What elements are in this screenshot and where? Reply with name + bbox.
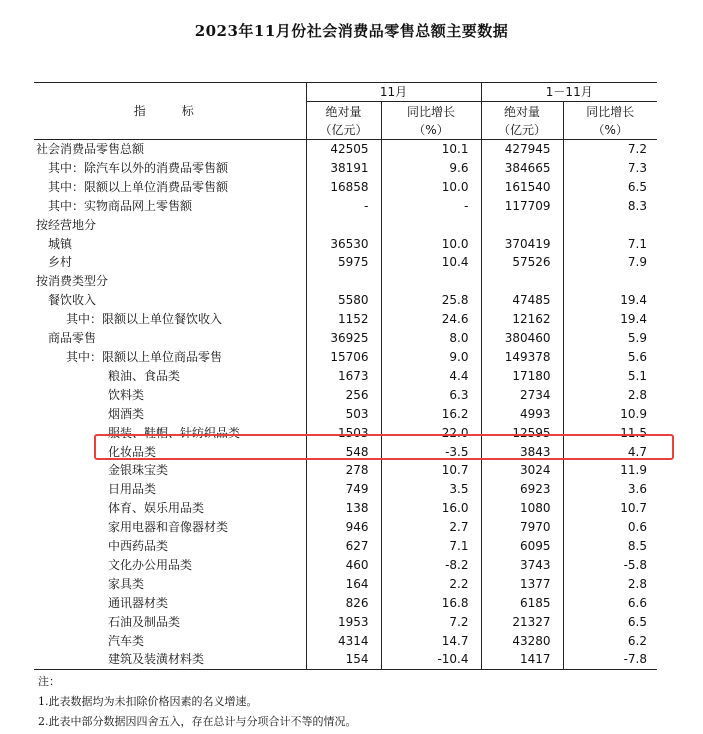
ytd-yoy-cell: -5.8 [563, 556, 657, 575]
nov-absolute-cell: 946 [306, 518, 381, 537]
table-row [34, 461, 657, 480]
table-row [34, 197, 657, 216]
ytd-yoy-cell: -7.8 [563, 650, 657, 669]
row-label: 家具类 [108, 576, 145, 591]
nov-yoy-cell: 9.6 [381, 159, 481, 178]
ytd-yoy-cell: 11.9 [563, 461, 657, 480]
nov-absolute-cell: 256 [306, 386, 381, 405]
table-row [34, 575, 657, 594]
row-label: 其中：实物商品网上零售额 [48, 198, 193, 213]
nov-absolute-cell: 749 [306, 480, 381, 499]
ytd-absolute-cell: 1377 [481, 575, 563, 594]
ytd-absolute-cell: 117709 [481, 197, 563, 216]
table-row [34, 499, 657, 518]
ytd-yoy-cell: 4.7 [563, 443, 657, 462]
row-label: 建筑及装潢材料类 [34, 650, 306, 669]
ytd-yoy-cell [563, 272, 657, 291]
ytd-yoy-cell: 2.8 [563, 386, 657, 405]
nov-yoy-cell: 10.1 [381, 140, 481, 159]
nov-yoy-cell: 22.0 [381, 424, 481, 443]
ytd-absolute-cell: 161540 [481, 178, 563, 197]
nov-yoy-cell: -3.5 [381, 443, 481, 462]
nov-absolute-cell: 5580 [306, 291, 381, 310]
period-header-jan-nov: 1－11月 [481, 83, 657, 102]
ytd-yoy-cell: 11.5 [563, 424, 657, 443]
ytd-yoy-cell: 6.5 [563, 613, 657, 632]
retail-sales-table [34, 82, 657, 670]
nov-absolute-header: 绝对量 （亿元） [306, 102, 381, 140]
page-title: 2023年11月份社会消费品零售总额主要数据 [194, 22, 509, 40]
nov-absolute-cell: 154 [306, 650, 381, 669]
nov-absolute-cell: 1503 [306, 424, 381, 443]
nov-yoy-cell [381, 272, 481, 291]
ytd-yoy-cell: 6.5 [563, 178, 657, 197]
table-row [34, 594, 657, 613]
row-label: 体育、娱乐用品类 [108, 501, 205, 516]
notes-heading: 注： [38, 675, 60, 688]
row-label: 饮料类 [108, 387, 145, 402]
ytd-absolute-cell: 12595 [481, 424, 563, 443]
table-row [34, 159, 657, 178]
row-label: 其中：除汽车以外的消费品零售额 [48, 160, 229, 175]
ytd-absolute-cell: 6923 [481, 480, 563, 499]
nov-yoy-cell: 24.6 [381, 310, 481, 329]
nov-yoy-cell: 2.7 [381, 518, 481, 537]
ytd-yoy-cell: 10.7 [563, 499, 657, 518]
ytd-yoy-cell: 10.9 [563, 405, 657, 424]
nov-absolute-cell [306, 216, 381, 235]
ytd-absolute-cell: 43280 [481, 632, 563, 651]
ytd-yoy-cell: 19.4 [563, 291, 657, 310]
ytd-absolute-cell: 12162 [481, 310, 563, 329]
ytd-absolute-cell: 17180 [481, 367, 563, 386]
row-label: 日用品类 [108, 482, 157, 497]
row-label: 商品零售 [48, 331, 97, 346]
ytd-absolute-cell: 4993 [481, 405, 563, 424]
nov-yoy-cell: 14.7 [381, 632, 481, 651]
table-notes [38, 672, 357, 732]
table-row [34, 329, 657, 348]
nov-absolute-cell: 548 [306, 443, 381, 462]
row-label: 按消费类型分 [36, 274, 109, 289]
ytd-yoy-cell: 7.9 [563, 253, 657, 272]
ytd-absolute-header: 绝对量 （亿元） [481, 102, 563, 140]
nov-absolute-cell: 503 [306, 405, 381, 424]
nov-yoy-cell: 25.8 [381, 291, 481, 310]
indicator-header: 指 标 [34, 83, 306, 140]
ytd-yoy-cell: 7.2 [563, 140, 657, 159]
ytd-yoy-cell: 5.6 [563, 348, 657, 367]
row-label: 金银珠宝类 [108, 463, 169, 478]
nov-absolute-cell: 627 [306, 537, 381, 556]
table-row [34, 480, 657, 499]
ytd-absolute-cell: 427945 [481, 140, 563, 159]
nov-absolute-cell: - [306, 197, 381, 216]
nov-yoy-cell: -8.2 [381, 556, 481, 575]
table-row [34, 367, 657, 386]
ytd-absolute-cell: 47485 [481, 291, 563, 310]
nov-absolute-cell: 5975 [306, 253, 381, 272]
row-label: 社会消费品零售总额 [34, 140, 306, 159]
nov-absolute-cell: 278 [306, 461, 381, 480]
ytd-absolute-cell [481, 272, 563, 291]
ytd-yoy-cell: 2.8 [563, 575, 657, 594]
table-row [34, 140, 657, 159]
nov-yoy-cell: 16.0 [381, 499, 481, 518]
nov-yoy-cell: 8.0 [381, 329, 481, 348]
note-line-1: 1.此表数据均为未扣除价格因素的名义增速。 [38, 695, 258, 708]
ytd-absolute-cell: 21327 [481, 613, 563, 632]
nov-yoy-cell: 2.2 [381, 575, 481, 594]
nov-absolute-cell: 138 [306, 499, 381, 518]
ytd-absolute-cell: 6095 [481, 537, 563, 556]
ytd-absolute-cell [481, 216, 563, 235]
table-row [34, 613, 657, 632]
table-row [34, 556, 657, 575]
table-row [34, 650, 657, 669]
nov-yoy-header: 同比增长 （%） [381, 102, 481, 140]
ytd-absolute-cell: 3843 [481, 443, 563, 462]
nov-absolute-cell: 36925 [306, 329, 381, 348]
ytd-absolute-cell: 6185 [481, 594, 563, 613]
nov-yoy-cell: 16.8 [381, 594, 481, 613]
nov-yoy-cell: 7.2 [381, 613, 481, 632]
nov-yoy-cell: 6.3 [381, 386, 481, 405]
table-row [34, 253, 657, 272]
table-row [34, 272, 657, 291]
nov-absolute-cell: 4314 [306, 632, 381, 651]
nov-yoy-cell: 10.4 [381, 253, 481, 272]
row-label: 化妆品类 [108, 444, 157, 459]
ytd-absolute-cell: 2734 [481, 386, 563, 405]
ytd-yoy-header: 同比增长 （%） [563, 102, 657, 140]
nov-absolute-cell: 36530 [306, 235, 381, 254]
row-label: 石油及制品类 [108, 614, 181, 629]
nov-yoy-cell: 10.7 [381, 461, 481, 480]
row-label: 汽车类 [108, 633, 145, 648]
highlight-box-cosmetics [94, 434, 674, 460]
row-label: 烟酒类 [108, 406, 145, 421]
nov-yoy-cell: 7.1 [381, 537, 481, 556]
nov-absolute-cell: 1673 [306, 367, 381, 386]
ytd-yoy-cell: 5.1 [563, 367, 657, 386]
row-label: 餐饮收入 [48, 293, 97, 308]
table-row [34, 348, 657, 367]
ytd-absolute-cell: 7970 [481, 518, 563, 537]
ytd-absolute-cell: 3743 [481, 556, 563, 575]
row-label: 中西药品类 [108, 539, 169, 554]
nov-yoy-cell: - [381, 197, 481, 216]
ytd-yoy-cell: 8.5 [563, 537, 657, 556]
ytd-absolute-cell: 1080 [481, 499, 563, 518]
ytd-yoy-cell: 0.6 [563, 518, 657, 537]
table-row [34, 235, 657, 254]
row-label: 乡村 [48, 255, 73, 270]
row-label: 服装、鞋帽、针纺织品类 [108, 425, 241, 440]
ytd-absolute-cell: 3024 [481, 461, 563, 480]
nov-absolute-cell: 164 [306, 575, 381, 594]
ytd-yoy-cell: 6.2 [563, 632, 657, 651]
nov-absolute-cell: 460 [306, 556, 381, 575]
ytd-yoy-cell: 7.3 [563, 159, 657, 178]
ytd-yoy-cell: 3.6 [563, 480, 657, 499]
table-row [34, 216, 657, 235]
row-label: 家用电器和音像器材类 [108, 520, 229, 535]
row-label: 通讯器材类 [108, 595, 169, 610]
nov-absolute-cell: 42505 [306, 140, 381, 159]
nov-absolute-cell: 15706 [306, 348, 381, 367]
table-row [34, 405, 657, 424]
ytd-absolute-cell: 1417 [481, 650, 563, 669]
row-label: 其中：限额以上单位商品零售 [66, 349, 223, 364]
nov-yoy-cell [381, 216, 481, 235]
row-label: 其中：限额以上单位消费品零售额 [48, 179, 229, 194]
ytd-absolute-cell: 384665 [481, 159, 563, 178]
ytd-absolute-cell: 370419 [481, 235, 563, 254]
nov-yoy-cell: -10.4 [381, 650, 481, 669]
row-label: 其中：限额以上单位餐饮收入 [66, 312, 223, 327]
ytd-yoy-cell: 7.1 [563, 235, 657, 254]
ytd-absolute-cell: 149378 [481, 348, 563, 367]
row-label: 文化办公用品类 [108, 557, 193, 572]
nov-absolute-cell: 16858 [306, 178, 381, 197]
nov-yoy-cell: 4.4 [381, 367, 481, 386]
ytd-yoy-cell: 5.9 [563, 329, 657, 348]
nov-yoy-cell: 3.5 [381, 480, 481, 499]
nov-absolute-cell: 38191 [306, 159, 381, 178]
nov-absolute-cell: 826 [306, 594, 381, 613]
ytd-absolute-cell: 380460 [481, 329, 563, 348]
nov-yoy-cell: 16.2 [381, 405, 481, 424]
ytd-yoy-cell: 8.3 [563, 197, 657, 216]
table-row [34, 386, 657, 405]
nov-absolute-cell: 1152 [306, 310, 381, 329]
table-row [34, 518, 657, 537]
table-row [34, 291, 657, 310]
nov-yoy-cell: 10.0 [381, 178, 481, 197]
ytd-yoy-cell: 19.4 [563, 310, 657, 329]
ytd-yoy-cell: 6.6 [563, 594, 657, 613]
table-row [34, 310, 657, 329]
table-row [34, 537, 657, 556]
row-label: 按经营地分 [36, 217, 97, 232]
ytd-absolute-cell: 57526 [481, 253, 563, 272]
nov-yoy-cell: 9.0 [381, 348, 481, 367]
nov-absolute-cell [306, 272, 381, 291]
row-label: 粮油、食品类 [108, 368, 181, 383]
ytd-yoy-cell [563, 216, 657, 235]
nov-absolute-cell: 1953 [306, 613, 381, 632]
table-row [34, 632, 657, 651]
nov-yoy-cell: 10.0 [381, 235, 481, 254]
period-header-november: 11月 [306, 83, 481, 102]
note-line-2: 2.此表中部分数据因四舍五入，存在总计与分项合计不等的情况。 [38, 715, 357, 728]
table-row [34, 178, 657, 197]
row-label: 城镇 [48, 236, 73, 251]
